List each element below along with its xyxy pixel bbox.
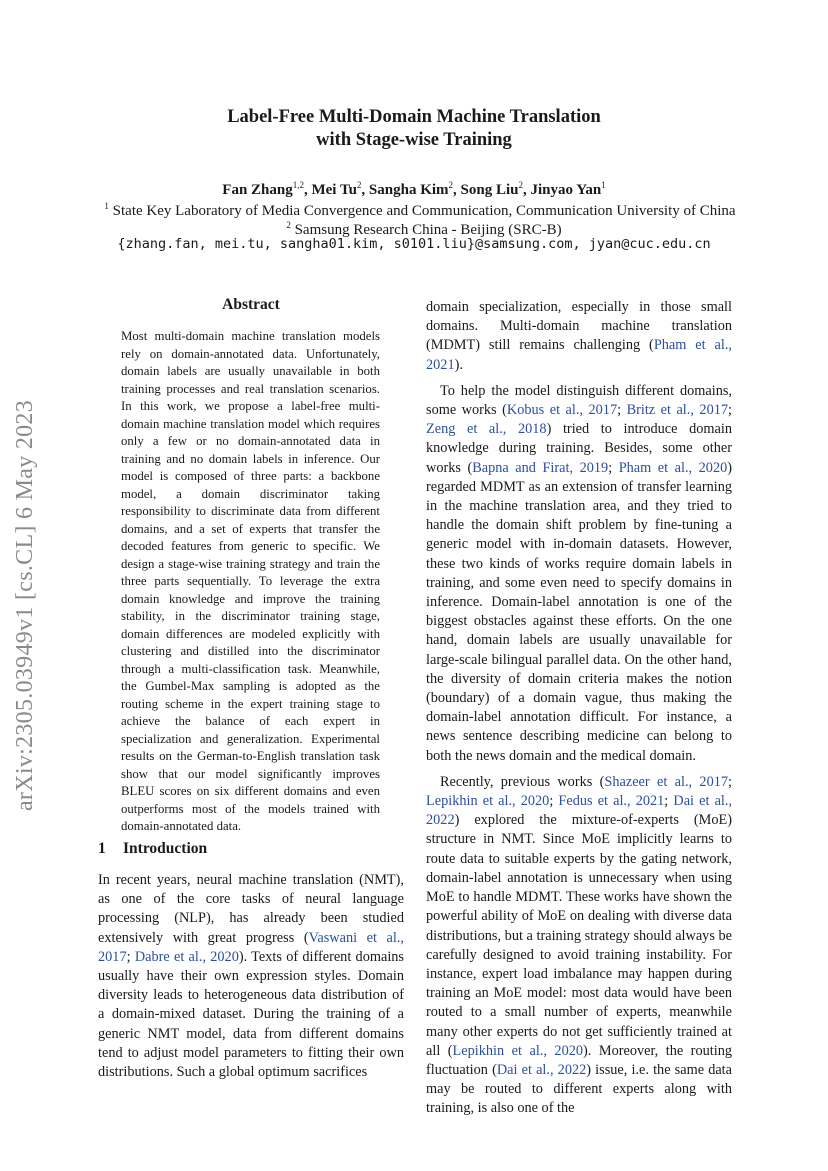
author-affiliation-marker: 2 <box>356 180 362 190</box>
intro-paragraph-3: Recently, previous works (Shazeer et al., 2017; Lepikhin et al., 2020; Fedus et al., 2021; Dai et al., 2022) explored the mixture-of-experts (MoE) structure in NMT. Since MoE implicitly learns to route data to suitable experts by the gating network, domain-label annotation is unnecessary when using MoE to handle MDMT. These works have shown the powerful ability of MoE on dealing with diverse data distributions, but a training strategy should always be carefully designed to avoid training instability. For instance, expert load imbalance may happen during training an MoE model: most data would have been routed to a small number of experts, meanwhile many other experts do not get sufficiently trained at all (Lepikhin et al., 2020). Moreover, the routing fluctuation (Dai et al., 2022) issue, i.e. the same data may be routed to different experts along with training, is also one of the <box>426 773 733 1117</box>
affiliation-1-text: State Key Laboratory of Media Convergence and Communication, Communication University of China <box>112 203 736 219</box>
citation-link[interactable]: Dabre et al., 2020 <box>134 948 239 965</box>
author-affiliation-marker: 1 <box>601 180 606 190</box>
author-affiliation-marker: 2 <box>448 180 454 190</box>
author-list: Fan Zhang$^{1,2}$, Mei Tu$^2$, Sangha Kim$^2$, Song Liu$^2$, Jinyao Yan$^1$ <box>222 180 606 198</box>
citation-link[interactable]: Pham et al., 2020 <box>618 459 728 476</box>
author-name: Mei Tu <box>311 182 357 198</box>
citation-link[interactable]: Lepikhin et al., 2020 <box>452 1042 584 1059</box>
abstract-heading: Abstract <box>222 296 280 313</box>
citation-link[interactable]: Britz et al., 2017 <box>626 402 729 419</box>
arxiv-identifier-text: arXiv:2305.03949v1 [cs.CL] 6 May 2023 <box>12 399 39 811</box>
intro-paragraph-2: To help the model distinguish different domains, some works (Kobus et al., 2017; Britz et al., 2017; Zeng et al., 2018) tried to introduce domain knowledge during training. Besides, some other works (Bapna and Firat, 2019; Pham et al., 2020) regarded MDMT as an extension of transfer learning in the machine translation area, and they tried to handle the domain shift problem by fine-tuning a generic model with in-domain datasets. However, these two kinds of works require domain labels in training, and some even need to specify domains in inference. Domain-label annotation is one of the biggest obstacles against these efforts. On the one hand, domain labels are usually unavailable for large-scale bilingual parallel data. On the other hand, the diversity of domain criteria makes the notion (boundary) of a domain vague, thus making the domain-label annotation difficult. For instance, a news sentence describing medicine can belong to both the news domain and the medical domain. <box>426 382 733 764</box>
abstract-text: Most multi-domain machine translation models rely on domain-annotated data. Unfortunately, domain labels are usually unavailable in both training processes and real translation scenarios. In this work, we propose a label-free multi-domain machine translation model which requires only a few or no domain-annotated data in training and no domain labels in inference. Our model is composed of three parts: a backbone model, a domain discriminator taking responsibility to discriminate data from different domains, and a set of experts that transfer the decoded features from generic to specific. We design a stage-wise training strategy and train the three parts sequentially. To leverage the extra domain knowledge and improve the training stability, in the discriminator training stage, domain differences are modeled explicitly with clustering and distilled into the discriminator through a multi-classification task. Meanwhile, the Gumbel-Max sampling is adopted as the routing scheme in the expert training stage to achieve the balance of each expert in specialization and generalization. Experimental results on the German-to-English translation task show that our model significantly improves BLEU scores on six different domains and even outperforms most of the models trained with domain-annotated data. <box>121 329 380 833</box>
paper-title <box>0 106 828 152</box>
arxiv-identifier <box>4 365 48 845</box>
author-name: Fan Zhang <box>222 182 293 198</box>
title-line-1: Label-Free Multi-Domain Machine Translation <box>227 107 601 127</box>
intro-paragraph-1: In recent years, neural machine translation (NMT), as one of the core tasks of neural language processing (NLP), has already been studied extensively with great progress (Vaswani et al., 2017; Dabre et al., 2020). Texts of different domains usually have their own expression styles. Domain diversity leads to heterogeneous data distribution of a domain-mixed dataset. During the training of a generic NMT model, data from different domains tend to adjust model parameters to fitting their own distributions. Such a global optimum sacrifices <box>98 872 405 1081</box>
author-name: Sangha Kim <box>368 182 449 198</box>
title-line-2: with Stage-wise Training <box>316 130 512 150</box>
author-name: Song Liu <box>460 182 519 198</box>
right-column <box>426 298 732 1119</box>
author-affiliation-marker: 1,2 <box>292 180 304 190</box>
affiliation-2-text: Samsung Research China - Beijing (SRC-B) <box>294 222 562 238</box>
intro-left-column <box>98 871 404 1082</box>
citation-link[interactable]: Pham et al., 2021 <box>426 337 733 373</box>
citation-link[interactable]: Kobus et al., 2017 <box>506 402 618 419</box>
citation-link[interactable]: Shazeer et al., 2017 <box>604 773 729 790</box>
affiliation-1-marker: 1 <box>104 201 109 211</box>
citation-link[interactable]: Dai et al., 2022 <box>496 1061 587 1078</box>
citation-link[interactable]: Lepikhin et al., 2020 <box>426 793 550 810</box>
author-emails: {zhang.fan, mei.tu, sangha01.kim, s0101.liu}@samsung.com, jyan@cuc.edu.cn <box>117 236 711 252</box>
citation-link[interactable]: Bapna and Firat, 2019 <box>472 459 609 476</box>
citation-link[interactable]: Zeng et al., 2018 <box>426 421 547 438</box>
section-title: Introduction <box>123 840 208 857</box>
section-heading <box>98 840 404 858</box>
citation-link[interactable]: Vaswani et al., 2017 <box>98 929 405 965</box>
intro-paragraph-continued: domain specialization, especially in those small domains. Multi-domain machine translation (MDMT) still remains challenging (Pham et al., 2021). <box>426 299 733 373</box>
citation-link[interactable]: Fedus et al., 2021 <box>558 793 665 810</box>
author-name: Jinyao Yan <box>530 182 602 198</box>
section-number: 1 <box>98 840 106 857</box>
author-affiliation-marker: 2 <box>518 180 523 190</box>
citation-link[interactable]: Dai et al., 2022 <box>426 793 733 829</box>
affiliation-2-marker: 2 <box>286 220 291 230</box>
